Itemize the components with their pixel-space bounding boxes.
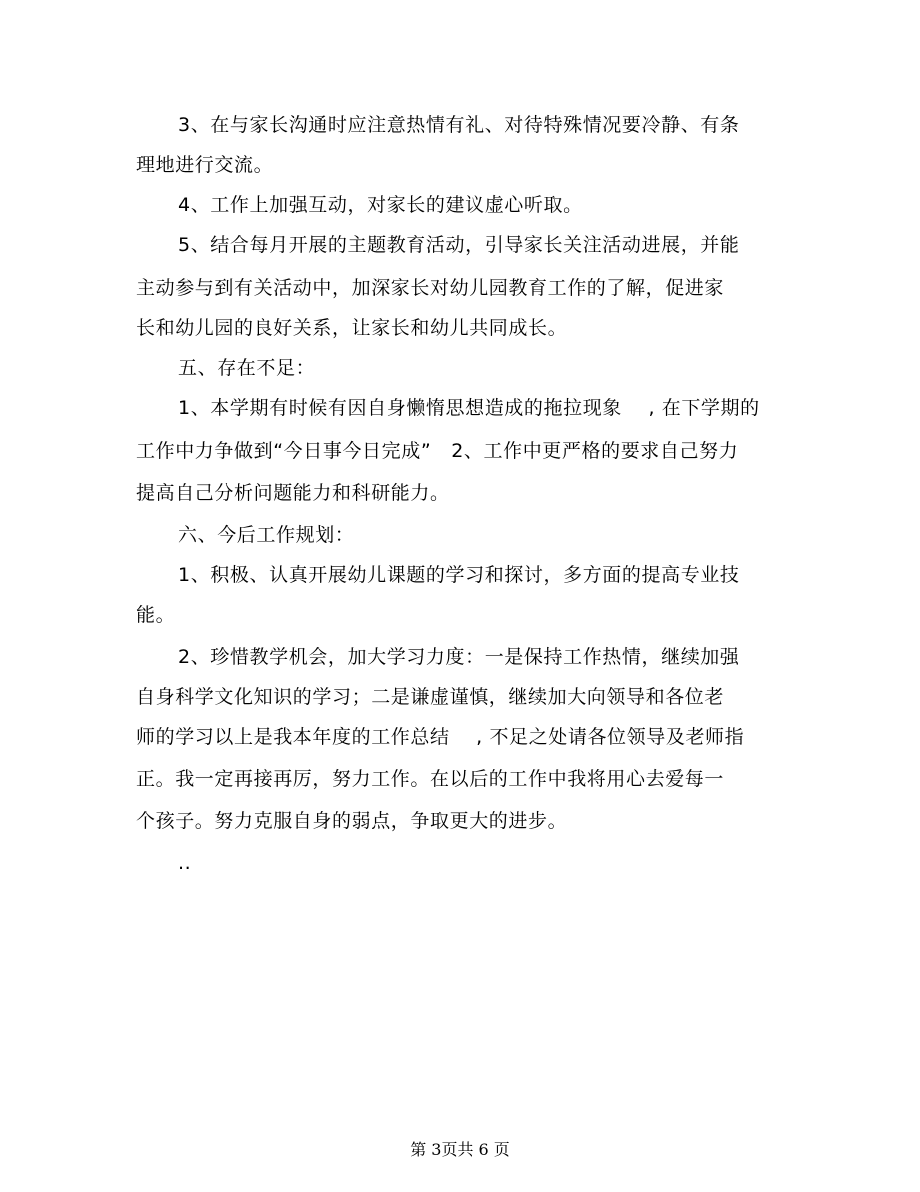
paragraph-line: 主动参与到有关活动中，加深家长对幼儿园教育工作的了解，促进家 — [136, 277, 725, 299]
page-number-footer: 第 3页共 6 页 — [410, 1140, 510, 1159]
trailing-dots: .. — [178, 852, 192, 874]
paragraph-line: 师的学习以上是我本年度的工作总结 , 不足之处请各位领导及老师指 — [136, 726, 745, 748]
paragraph-line: 提高自己分析问题能力和科研能力。 — [136, 482, 450, 504]
paragraph-line: 正。我一定再接再厉，努力工作。在以后的工作中我将用心去爱每一 — [136, 768, 725, 790]
paragraph-line: 1、本学期有时候有因自身懒惰思想造成的拖拉现象 , 在下学期的 — [178, 397, 760, 419]
paragraph-line: 自身科学文化知识的学习；二是谦虚谨慎，继续加大向领导和各位老 — [136, 686, 725, 708]
section-heading: 六、今后工作规划： — [178, 524, 355, 546]
paragraph-line: 理地进行交流。 — [136, 154, 274, 176]
paragraph-line: 2、珍惜教学机会，加大学习力度：一是保持工作热情，继续加强 — [178, 646, 740, 668]
paragraph-line: 1、积极、认真开展幼儿课题的学习和探讨，多方面的提高专业技 — [178, 564, 740, 586]
paragraph-line: 工作中力争做到“今日事今日完成” 2、工作中更严格的要求自己努力 — [136, 440, 739, 462]
paragraph-line: 5、结合每月开展的主题教育活动，引导家长关注活动进展，并能 — [178, 234, 740, 256]
paragraph-line: 4、工作上加强互动，对家长的建议虚心听取。 — [178, 194, 583, 216]
paragraph-line: 3、在与家长沟通时应注意热情有礼、对待特殊情况要冷静、有条 — [178, 114, 740, 136]
section-heading: 五、存在不足： — [178, 357, 316, 379]
paragraph-line: 个孩子。努力克服自身的弱点，争取更大的进步。 — [136, 810, 568, 832]
paragraph-line: 能。 — [136, 604, 176, 626]
paragraph-line: 长和幼儿园的良好关系，让家长和幼儿共同成长。 — [136, 317, 568, 339]
